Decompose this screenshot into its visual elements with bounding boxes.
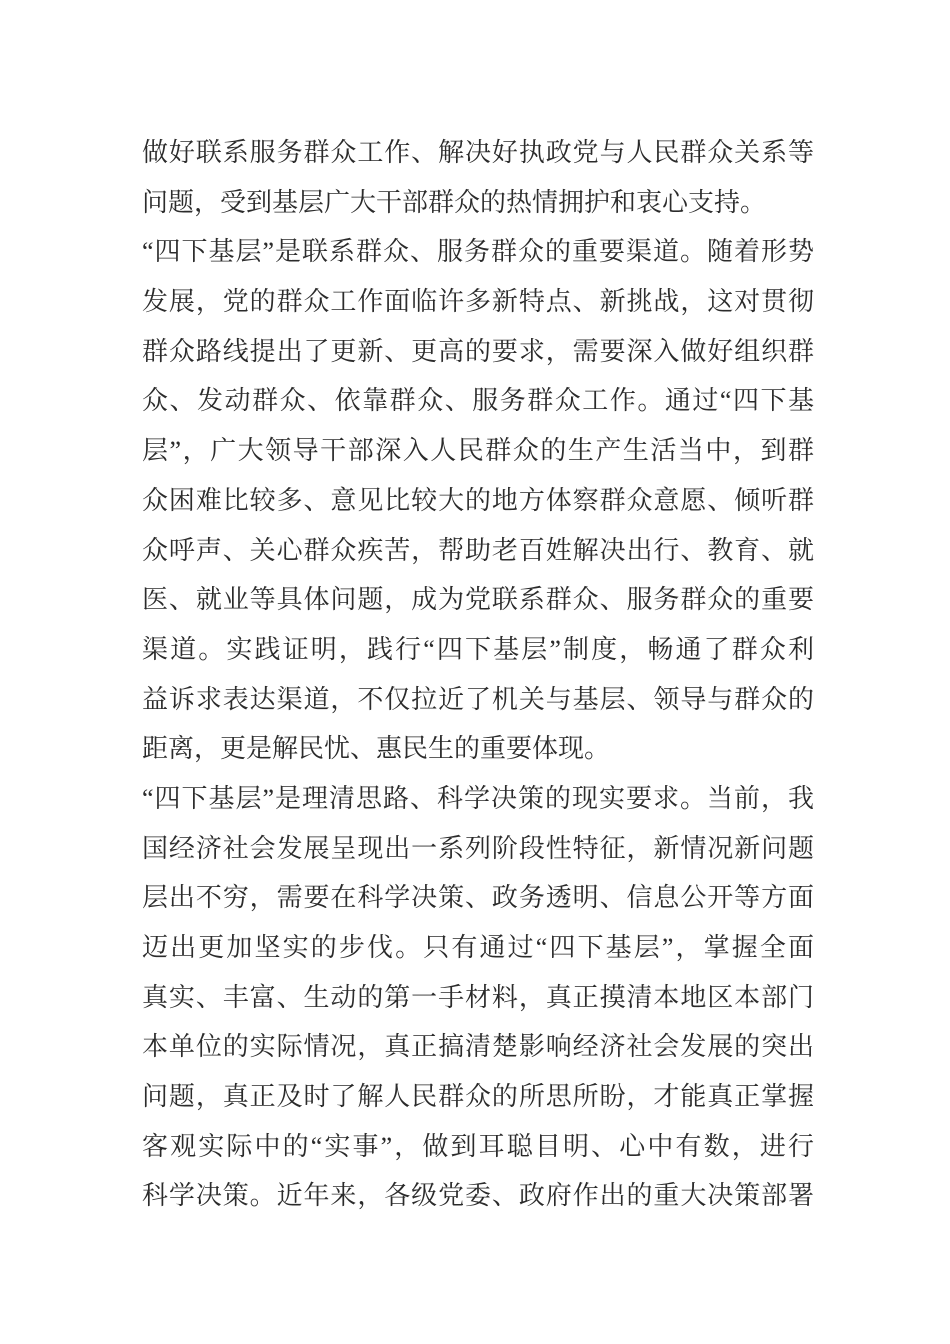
document-text [142, 128, 814, 1221]
text-line: 层”，广大领导干部深入人民群众的生产生活当中，到群 [142, 436, 814, 466]
text-line: 渠道。实践证明，践行“四下基层”制度，畅通了群众利 [142, 634, 814, 664]
text-line: 科学决策。近年来，各级党委、政府作出的重大决策部署 [142, 1181, 814, 1211]
text-line: 迈出更加坚实的步伐。只有通过“四下基层”，掌握全面 [142, 933, 814, 962]
text-line: 问题，受到基层广大干部群众的热情拥护和衷心支持。 [142, 187, 767, 217]
text-line: 真实、丰富、生动的第一手材料，真正摸清本地区本部门 [142, 982, 814, 1012]
text-line: 医、就业等具体问题，成为党联系群众、服务群众的重要 [142, 585, 814, 615]
text-line: 益诉求表达渠道，不仅拉近了机关与基层、领导与群众的 [142, 684, 814, 714]
paragraph [142, 128, 814, 227]
text-line: 发展，党的群众工作面临许多新特点、新挑战，这对贯彻 [142, 287, 814, 317]
paragraph [142, 227, 814, 774]
text-line: 问题，真正及时了解人民群众的所思所盼，才能真正掌握 [142, 1082, 814, 1112]
paragraph [142, 774, 814, 1221]
text-line: “四下基层”是联系群众、服务群众的重要渠道。随着形势 [142, 237, 814, 267]
text-line: “四下基层”是理清思路、科学决策的现实要求。当前，我 [142, 783, 814, 813]
text-line: 国经济社会发展呈现出一系列阶段性特征，新情况新问题 [142, 833, 814, 863]
text-line: 群众路线提出了更新、更高的要求，需要深入做好组织群 [142, 336, 814, 366]
text-line: 层出不穷，需要在科学决策、政务透明、信息公开等方面 [142, 883, 814, 913]
text-line: 众呼声、关心群众疾苦，帮助老百姓解决出行、教育、就 [142, 535, 814, 565]
text-line: 距离，更是解民忧、惠民生的重要体现。 [142, 734, 611, 764]
text-line: 本单位的实际情况，真正搞清楚影响经济社会发展的突出 [142, 1032, 814, 1062]
text-line: 客观实际中的“实事”，做到耳聪目明、心中有数，进行 [142, 1131, 814, 1161]
text-line: 众、发动群众、依靠群众、服务群众工作。通过“四下基 [142, 386, 814, 416]
text-line: 众困难比较多、意见比较大的地方体察群众意愿、倾听群 [142, 485, 814, 515]
text-line: 做好联系服务群众工作、解决好执政党与人民群众关系等 [142, 138, 814, 167]
